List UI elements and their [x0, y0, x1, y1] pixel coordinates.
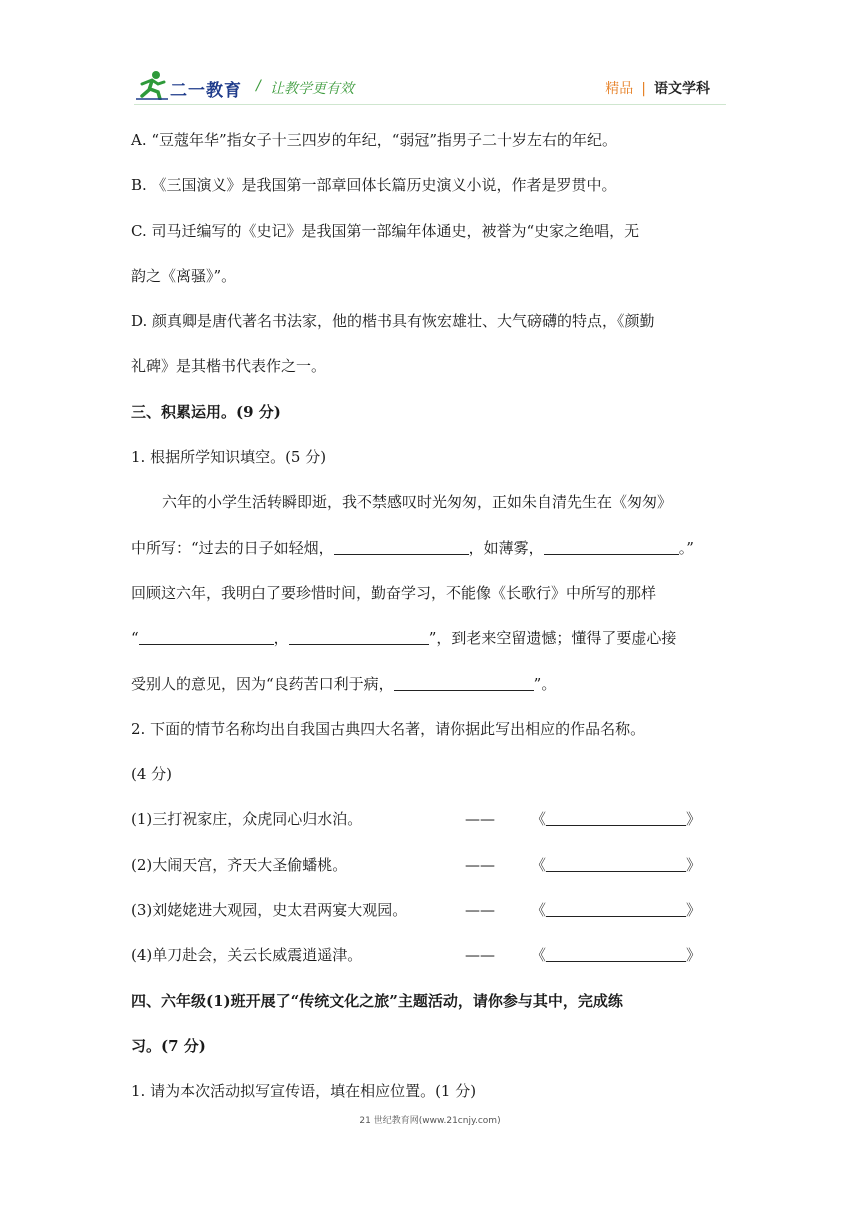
tag-divider: |	[641, 81, 646, 97]
fill-blank[interactable]	[546, 855, 686, 872]
option-d: D. 颜真卿是唐代著名书法家，他的楷书具有恢宏雄壮、大气磅礴的特点，《颜勤	[131, 312, 655, 331]
section-3-title: 三、积累运用。(9 分)	[131, 402, 281, 421]
book-title-answer: 《 》	[531, 810, 702, 829]
text-segment: ，如薄雾，	[468, 538, 544, 557]
brand-name: 二一教育	[170, 81, 242, 101]
dash: ——	[465, 946, 495, 965]
option-b: B. 《三国演义》是我国第一部章回体长篇历史演义小说，作者是罗贯中。	[131, 176, 617, 195]
plot-name: (3)刘姥姥进大观园，史太君两宴大观园。	[131, 901, 408, 920]
question-2-score: (4 分)	[131, 765, 173, 784]
option-c: C. 司马迁编写的《史记》是我国第一部编年体通史，被誉为“史家之绝唱，无	[131, 221, 640, 240]
paragraph-line-1: 六年的小学生活转瞬即逝，我不禁感叹时光匆匆，正如朱自清先生在《匆匆》	[162, 493, 673, 512]
question-2: 2. 下面的情节名称均出自我国古典四大名著，请你据此写出相应的作品名称。	[131, 719, 646, 738]
plot-name: (2)大闹天宫，齐天大圣偷蟠桃。	[131, 855, 348, 874]
section-4-title-cont: 习。(7 分)	[131, 1036, 206, 1055]
runner-logo-icon	[136, 70, 168, 100]
book-title-answer: 《 》	[531, 855, 702, 874]
text-segment: ”，到老来空留遗憾；懂得了要虚心接	[428, 629, 677, 648]
fill-blank[interactable]	[544, 538, 679, 555]
fill-blank[interactable]	[546, 945, 686, 962]
document-body	[131, 118, 731, 1115]
book-title-answer: 《 》	[531, 901, 702, 920]
question-1: 1. 根据所学知识填空。(5 分)	[131, 448, 327, 467]
paragraph-line-2	[131, 526, 731, 571]
quality-label: 精品	[605, 81, 634, 97]
dash: ——	[465, 810, 495, 829]
subject-tag	[605, 78, 710, 98]
book-title-answer: 《 》	[531, 946, 702, 965]
paragraph-line-5	[131, 662, 731, 707]
fill-blank[interactable]	[139, 628, 274, 645]
fill-blank[interactable]	[289, 628, 429, 645]
option-c-cont: 韵之《离骚》”。	[131, 266, 237, 285]
fill-blank[interactable]	[546, 900, 686, 917]
plot-name: (4)单刀赴会，关云长威震逍遥津。	[131, 946, 363, 965]
header-separator: /	[256, 78, 261, 94]
header-rule	[134, 104, 726, 105]
dash: ——	[465, 901, 495, 920]
text-segment: 受别人的意见，因为“良药苦口利于病，	[131, 674, 394, 693]
text-segment: 中所写：“过去的日子如轻烟，	[131, 538, 334, 557]
fill-blank[interactable]	[546, 809, 686, 826]
brand-slogan: 让教学更有效	[270, 81, 354, 97]
text-segment: 。”	[678, 538, 694, 557]
plot-name: (1)三打祝家庄，众虎同心归水泊。	[131, 810, 363, 829]
option-a: A. “豆蔻年华”指女子十三四岁的年纪，“弱冠”指男子二十岁左右的年纪。	[131, 131, 618, 149]
page-header	[130, 66, 730, 106]
list-item	[131, 797, 731, 842]
paragraph-line-4	[131, 616, 731, 661]
list-item	[131, 933, 731, 978]
option-d-cont: 礼碑》是其楷书代表作之一。	[131, 357, 327, 376]
paragraph-line-3: 回顾这六年，我明白了要珍惜时间，勤奋学习，不能像《长歌行》中所写的那样	[131, 583, 657, 602]
list-item	[131, 843, 731, 888]
text-segment: ”。	[533, 674, 557, 693]
fill-blank[interactable]	[334, 538, 469, 555]
section-4-title: 四、六年级(1)班开展了“传统文化之旅”主题活动，请你参与其中，完成练	[131, 991, 623, 1010]
subject-label: 语文学科	[654, 81, 710, 97]
list-item	[131, 888, 731, 933]
dash: ——	[465, 855, 495, 874]
section-4-question-1: 1. 请为本次活动拟写宣传语，填在相应位置。(1 分)	[131, 1082, 477, 1101]
text-segment: “	[131, 629, 139, 648]
text-segment: ，	[273, 629, 289, 648]
page-footer: 21 世纪教育网(www.21cnjy.com)	[359, 1116, 501, 1126]
fill-blank[interactable]	[394, 674, 534, 691]
